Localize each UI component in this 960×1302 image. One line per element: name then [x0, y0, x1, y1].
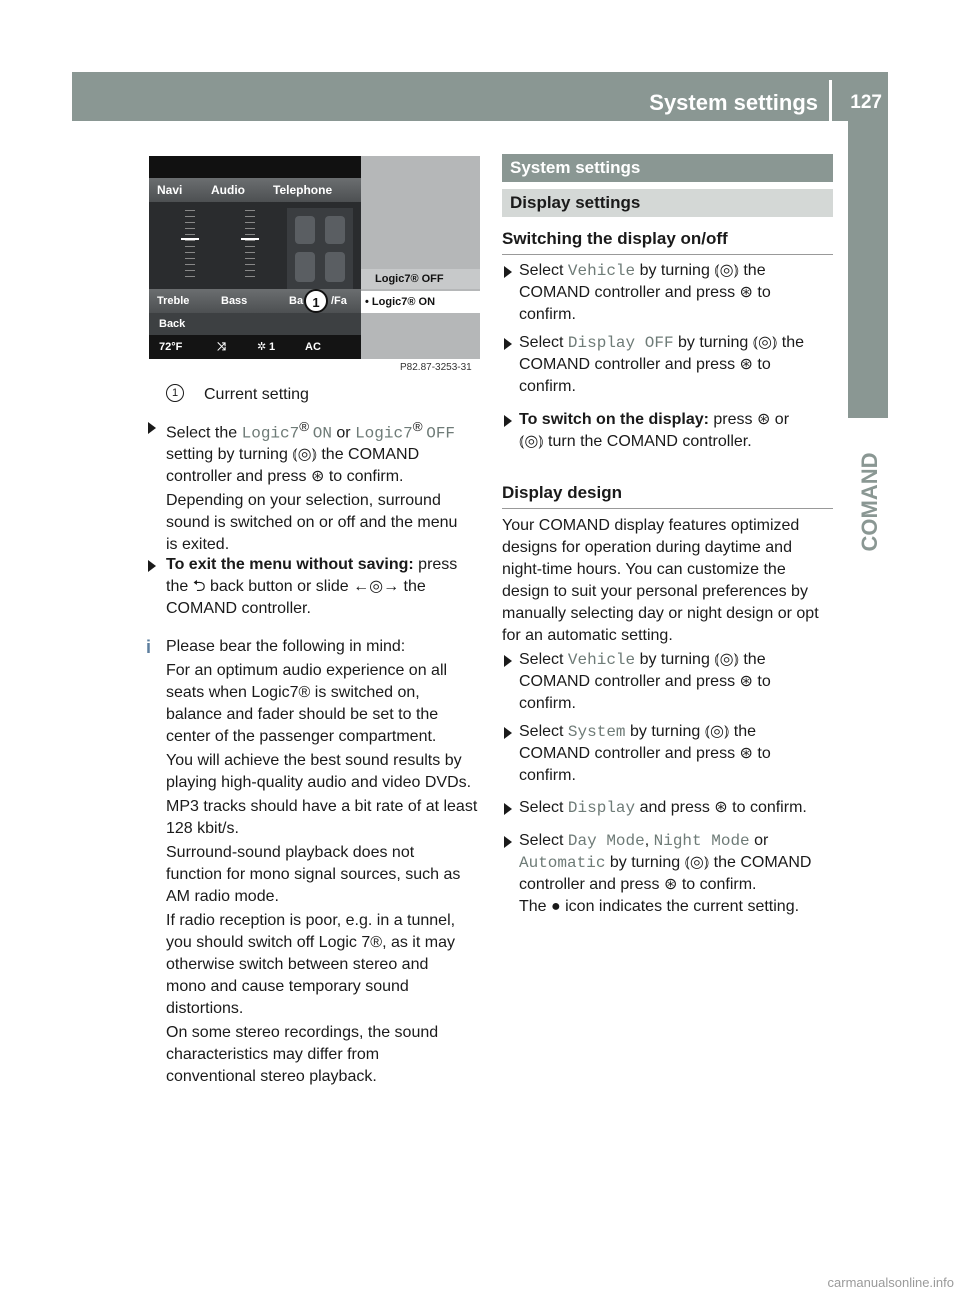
step-select-display-off: Select Display OFF by turning ⦅◎⦆ the COMAND controller and press ⊛ to confirm. [519, 334, 805, 395]
step-arrow-icon [504, 803, 512, 815]
step-select-vehicle: Select Vehicle by turning ⦅◎⦆ the COMAND controller and press ⊛ to confirm. [519, 262, 771, 323]
caption-text: Current setting [204, 386, 309, 403]
step-arrow-icon [504, 727, 512, 739]
callout-1: 1 [304, 289, 328, 313]
screen-right-panel [361, 156, 480, 359]
step-arrow-icon [148, 560, 156, 572]
info-note: Please bear the following in mind: For an optimum audio experience on all seats when Logic7® is switched on, balance and fader should be set to the center of the passenger compartment. You will achieve the best sound results by playing high-quality audio and video DVDs. MP3 tracks should have a bit rate of at least 128 kbit/s. Surround-sound playback does not function for mono signal sources, such as AM radio mode. If radio reception is poor, e.g. in a tunnel, you should switch off Logic 7®, as it may otherwise switch between stereo and mono and cause temporary sound distortions. On some stereo recordings, the sound characteristics may differ from conventional stereo playback. [166, 638, 478, 1085]
step-select-vehicle-2: Select Vehicle by turning ⦅◎⦆ the COMAND controller and press ⊛ to confirm. [519, 651, 771, 712]
temperature-readout: 72°F [159, 341, 183, 353]
heading-display-design: Display design [502, 482, 833, 509]
section-banner-system-settings: System settings [502, 154, 833, 182]
menu-balance[interactable]: Ba [289, 295, 304, 307]
airflow-icon: ⤨ [217, 341, 226, 353]
screen-menu-bar [149, 289, 361, 313]
step-arrow-icon [504, 836, 512, 848]
side-tab-bar [848, 121, 888, 418]
header-title: System settings [649, 90, 818, 115]
fan-icon: ✲ [257, 341, 267, 353]
watermark: carmanualsonline.info [827, 1275, 954, 1290]
side-tab-label: COMAND [857, 452, 882, 552]
step-arrow-icon [504, 338, 512, 350]
screen-tab-bar [149, 178, 361, 202]
ac-label: AC [305, 341, 321, 353]
menu-item-logic7-off[interactable]: Logic7® OFF [361, 269, 480, 289]
step-arrow-icon [148, 422, 156, 434]
step-arrow-icon [504, 415, 512, 427]
step-arrow-icon [504, 266, 512, 278]
menu-fader[interactable]: /Fa [331, 295, 347, 307]
header-divider [829, 80, 832, 121]
step-select-logic7: Select the Logic7® ON or Logic7® OFF setting by turning ⦅◎⦆ the COMAND controller and press ⊛ to confirm. Depending on your selection, surround sound is switched on or off and the menu is exited. [166, 419, 458, 554]
screen-tab-navi: Navi [157, 183, 183, 197]
screen-tab-telephone: Telephone [273, 183, 333, 197]
figure-code: P82.87-3253-31 [400, 362, 472, 373]
screen-tab-audio: Audio [211, 183, 245, 197]
step-select-mode: Select Day Mode, Night Mode or Automatic by turning ⦅◎⦆ the COMAND controller and press ⊛ to confirm. The ● icon indicates the current setting. [519, 832, 812, 915]
screen-back-bar [149, 313, 361, 335]
step-select-system: Select System by turning ⦅◎⦆ the COMAND controller and press ⊛ to confirm. [519, 723, 771, 784]
page-header [72, 72, 888, 121]
info-icon: i [146, 637, 152, 657]
comand-screenshot [149, 156, 480, 359]
menu-bass[interactable]: Bass [221, 295, 248, 307]
caption-number: 1 [166, 384, 184, 402]
step-arrow-icon [504, 655, 512, 667]
step-switch-on-display: To switch on the display: press ⊛ or ⦅◎⦆ turn the COMAND controller. [519, 411, 790, 450]
climate-status-bar [149, 335, 361, 359]
step-select-display: Select Display and press ⊛ to confirm. [519, 799, 807, 817]
equalizer-graphic [149, 202, 361, 298]
step-exit-menu: To exit the menu without saving: press the ⮌ back button or slide ←◎→ the COMAND controller. [166, 556, 458, 617]
fan-level: 1 [269, 341, 276, 353]
menu-item-logic7-on[interactable]: • Logic7® ON [361, 291, 480, 313]
display-design-paragraph: Your COMAND display features optimized designs for operation during daytime and night-time hours. You can customize the design to suit your personal preferences by manually selecting day or night design or opt for an automatic setting. [502, 517, 819, 644]
section-banner-display-settings: Display settings [502, 189, 833, 217]
heading-display-on-off: Switching the display on/off [502, 228, 833, 255]
page-number: 127 [850, 92, 882, 113]
menu-back[interactable]: Back [159, 318, 186, 330]
menu-treble[interactable]: Treble [157, 295, 190, 307]
sound-visualization [149, 202, 361, 298]
